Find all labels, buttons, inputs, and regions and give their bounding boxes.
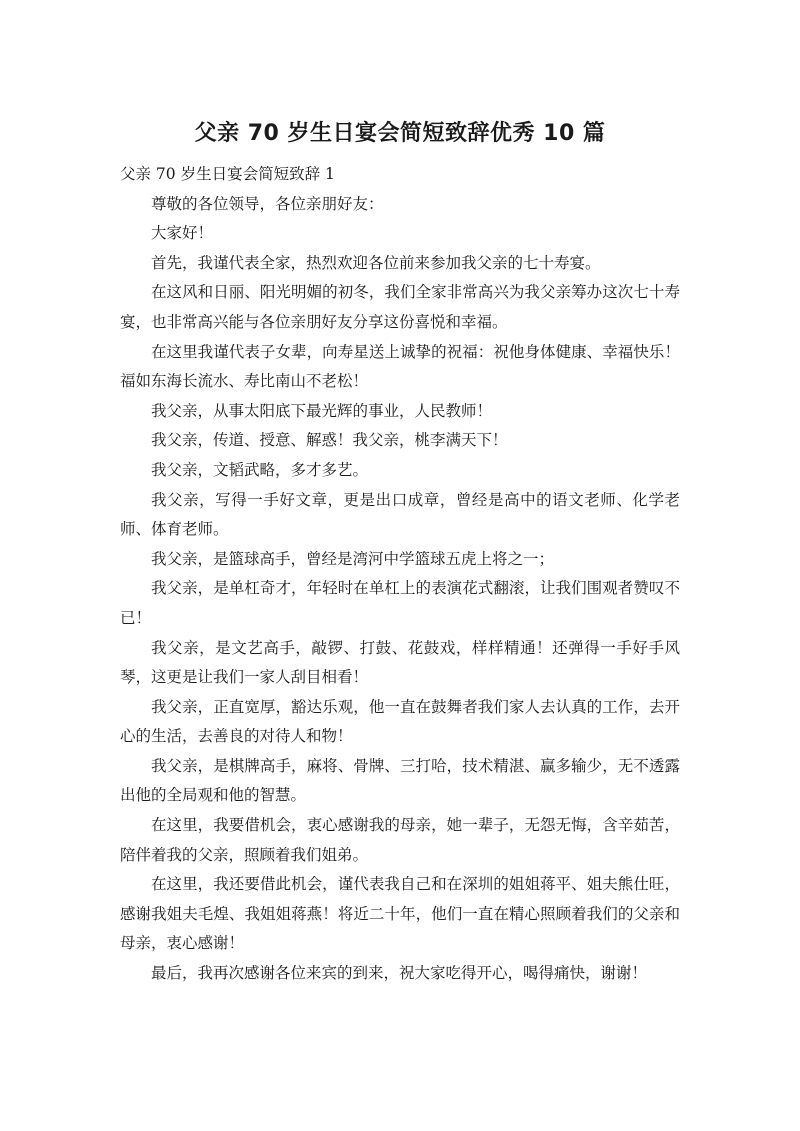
paragraph: 我父亲，传道、授意、解惑！我父亲，桃李满天下！: [151, 431, 508, 450]
paragraph: 我父亲，从事太阳底下最光辉的事业，人民教师！: [151, 401, 493, 420]
paragraph: 我父亲，是篮球高手，曾经是湾河中学篮球五虎上将之一；: [151, 549, 555, 568]
paragraph: 在这里，我还要借此机会，谨代表我自己和在深圳的姐姐蒋平、姐夫熊仕旺，感谢我姐夫毛煌、我姐姐蒋燕！将近二十年，他们一直在精心照顾着我们的父亲和母亲，衷心感谢！: [120, 875, 680, 953]
paragraph: 我父亲，是单杠奇才，年轻时在单杠上的表演花式翻滚，让我们围观者赞叹不已！: [120, 579, 680, 627]
paragraph: 在这里，我要借机会，衷心感谢我的母亲，她一辈子，无怨无悔，含辛茹苦，陪伴着我的父亲，照顾着我们姐弟。: [120, 816, 680, 864]
paragraph: 我父亲，文韬武略，多才多艺。: [151, 460, 369, 479]
section-subtitle: 父亲 70 岁生日宴会简短致辞 1: [120, 165, 335, 183]
document-title: 父亲 70 岁生日宴会简短致辞优秀 10 篇: [194, 121, 606, 146]
paragraph: 大家好！: [151, 224, 214, 243]
paragraph: 我父亲，正直宽厚，豁达乐观，他一直在鼓舞者我们家人去认真的工作，去开心的生活，去善良的对待人和物！: [120, 697, 680, 746]
paragraph: 我父亲，写得一手好文章，更是出口成章，曾经是高中的语文老师、化学老师、体育老师。: [120, 490, 680, 539]
paragraph: 在这风和日丽、阳光明媚的初冬，我们全家非常高兴为我父亲筹办这次七十寿宴，也非常高兴能与各位亲朋好友分享这份喜悦和幸福。: [120, 283, 680, 331]
paragraph: 最后，我再次感谢各位来宾的到来，祝大家吃得开心，喝得痛快，谢谢！: [151, 964, 648, 983]
paragraph: 在这里我谨代表子女辈，向寿星送上诚挚的祝福：祝他身体健康、幸福快乐！福如东海长流水、寿比南山不老松！: [120, 342, 680, 391]
paragraph: 我父亲，是文艺高手，敲锣、打鼓、花鼓戏，样样精通！还弹得一手好手风琴，这更是让我们一家人刮目相看！: [120, 638, 680, 687]
paragraph: 尊敬的各位领导，各位亲朋好友：: [151, 194, 384, 213]
paragraph: 我父亲，是棋牌高手，麻将、骨牌、三打哈，技术精湛、赢多输少，无不透露出他的全局观和他的智慧。: [120, 756, 680, 805]
paragraph: 首先，我谨代表全家，热烈欢迎各位前来参加我父亲的七十寿宴。: [151, 253, 601, 272]
